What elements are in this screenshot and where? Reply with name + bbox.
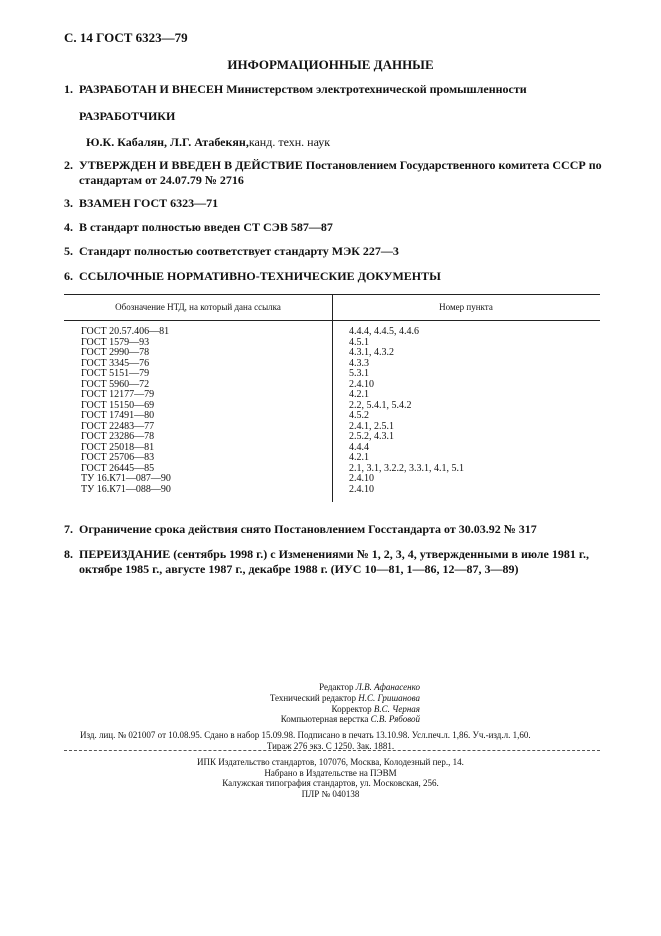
table-cell-point: 4.2.1 bbox=[349, 389, 369, 400]
publisher-line: Калужская типография стандартов, ул. Московская, 256. bbox=[222, 778, 439, 788]
table-cell-doc: ГОСТ 2990—78 bbox=[81, 347, 150, 358]
item-5: 5. Стандарт полностью соответствует стандарту МЭК 227—3 bbox=[64, 244, 399, 258]
layout-line: Компьютерная верстка С.В. Рябовой bbox=[280, 714, 420, 725]
table-cell-point: 4.5.2 bbox=[349, 410, 369, 421]
page-title: ИНФОРМАЦИОННЫЕ ДАННЫЕ bbox=[227, 57, 434, 72]
reference-table bbox=[64, 294, 600, 502]
publisher-block bbox=[0, 757, 661, 799]
table-column-divider bbox=[332, 294, 333, 502]
table-cell-doc: ТУ 16.К71—088—90 bbox=[81, 483, 171, 495]
table-cell-doc: ГОСТ 3345—76 bbox=[81, 357, 150, 369]
table-cell-doc: ТУ 16.К71—087—90 bbox=[81, 473, 171, 484]
page-header: С. 14 ГОСТ 6323—79 bbox=[64, 30, 188, 45]
publisher-line: ИПК Издательство стандартов, 107076, Москва, Колодезный пер., 14. bbox=[197, 757, 464, 767]
item-6: 6. ССЫЛОЧНЫЕ НОРМАТИВНО-ТЕХНИЧЕСКИЕ ДОКУМЕНТЫ bbox=[64, 269, 441, 283]
publisher-line: Набрано в Издательстве на ПЭВМ bbox=[264, 767, 397, 778]
table-cell-point: 2.5.2, 4.3.1 bbox=[349, 431, 394, 442]
table-cell-point: 4.3.3 bbox=[349, 357, 369, 369]
developers-names: Ю.К. Кабалян, Л.Г. Атабекян,канд. техн. наук bbox=[86, 135, 331, 149]
table-cell-doc: ГОСТ 23286—78 bbox=[81, 431, 155, 442]
table-cell-point: 2.4.10 bbox=[349, 473, 374, 484]
table-cell-point: 2.4.1, 2.5.1 bbox=[349, 420, 394, 432]
table-cell-doc: ГОСТ 20.57.406—81 bbox=[81, 326, 170, 337]
corrector-line: Корректор В.С. Черная bbox=[331, 703, 420, 714]
table-cell-point: 5.3.1 bbox=[349, 368, 369, 379]
imprint-divider bbox=[64, 750, 600, 751]
table-cell-doc: ГОСТ 1579—93 bbox=[81, 336, 150, 348]
table-cell-point: 2.4.10 bbox=[349, 483, 374, 495]
table-cell-point: 2.1, 3.1, 3.2.2, 3.3.1, 4.1, 5.1 bbox=[349, 462, 464, 474]
table-cell-doc: ГОСТ 5151—79 bbox=[81, 368, 150, 379]
publisher-line: ПЛР № 040138 bbox=[301, 788, 360, 799]
tech-editor-line: Технический редактор Н.С. Гришанова bbox=[269, 692, 420, 703]
item-2: 2. УТВЕРЖДЕН И ВВЕДЕН В ДЕЙСТВИЕ Постановлением Государственного комитета СССР по стандартам от 24.07.79 № 2716 bbox=[64, 158, 602, 187]
item-7: 7. Ограничение срока действия снято Постановлением Госстандарта от 30.03.92 № 317 bbox=[64, 522, 537, 536]
table-cell-point: 2.2, 5.4.1, 5.4.2 bbox=[349, 399, 412, 411]
table-column-docs bbox=[81, 327, 171, 495]
table-cell-point: 4.5.1 bbox=[349, 336, 369, 348]
item-3: 3. ВЗАМЕН ГОСТ 6323—71 bbox=[64, 196, 219, 210]
table-header-docs: Обозначение НТД, на который дана ссылка bbox=[115, 302, 281, 312]
table-cell-point: 4.4.4, 4.4.5, 4.4.6 bbox=[349, 326, 419, 337]
item-4: 4. В стандарт полностью введен СТ СЭВ 587—87 bbox=[64, 220, 333, 234]
imprint-credits bbox=[220, 682, 420, 725]
table-cell-doc: ГОСТ 22483—77 bbox=[81, 420, 155, 432]
table-cell-doc: ГОСТ 25706—83 bbox=[81, 452, 155, 463]
table-cell-doc: ГОСТ 25018—81 bbox=[81, 441, 155, 453]
print-run-line: Тираж 276 экз. С 1250. Зак. 1881. bbox=[266, 741, 395, 751]
table-cell-doc: ГОСТ 15150—69 bbox=[81, 399, 155, 411]
item-1: 1. РАЗРАБОТАН И ВНЕСЕН Министерством электротехнической промышленности bbox=[64, 82, 527, 96]
table-cell-point: 4.4.4 bbox=[349, 441, 369, 453]
table-cell-point: 4.2.1 bbox=[349, 452, 369, 463]
table-cell-point: 2.4.10 bbox=[349, 378, 374, 390]
table-header-points: Номер пункта bbox=[439, 302, 493, 312]
table-column-points bbox=[349, 327, 464, 495]
table-cell-doc: ГОСТ 17491—80 bbox=[81, 410, 155, 421]
editor-line: Редактор Л.В. Афанасенко bbox=[319, 682, 420, 692]
developers-label: РАЗРАБОТЧИКИ bbox=[79, 109, 176, 123]
table-cell-point: 4.3.1, 4.3.2 bbox=[349, 347, 394, 358]
table-cell-doc: ГОСТ 12177—79 bbox=[81, 389, 155, 400]
table-cell-doc: ГОСТ 26445—85 bbox=[81, 462, 155, 474]
table-cell-doc: ГОСТ 5960—72 bbox=[81, 378, 150, 390]
item-8: 8. ПЕРЕИЗДАНИЕ (сентябрь 1998 г.) с Изменениями № 1, 2, 3, 4, утвержденными в июле 1981 г., октябре 1985 г., августе 1987 г., декабре 1988 г. (ИУС 10—81, 1—86, 12—87, 3—89) bbox=[64, 547, 589, 576]
license-line: Изд. лиц. № 021007 от 10.08.95. Сдано в набор 15.09.98. Подписано в печать 13.10.98. Усл.печ.л. 1,86. Уч.-изд.л. 1,60. bbox=[80, 730, 531, 740]
